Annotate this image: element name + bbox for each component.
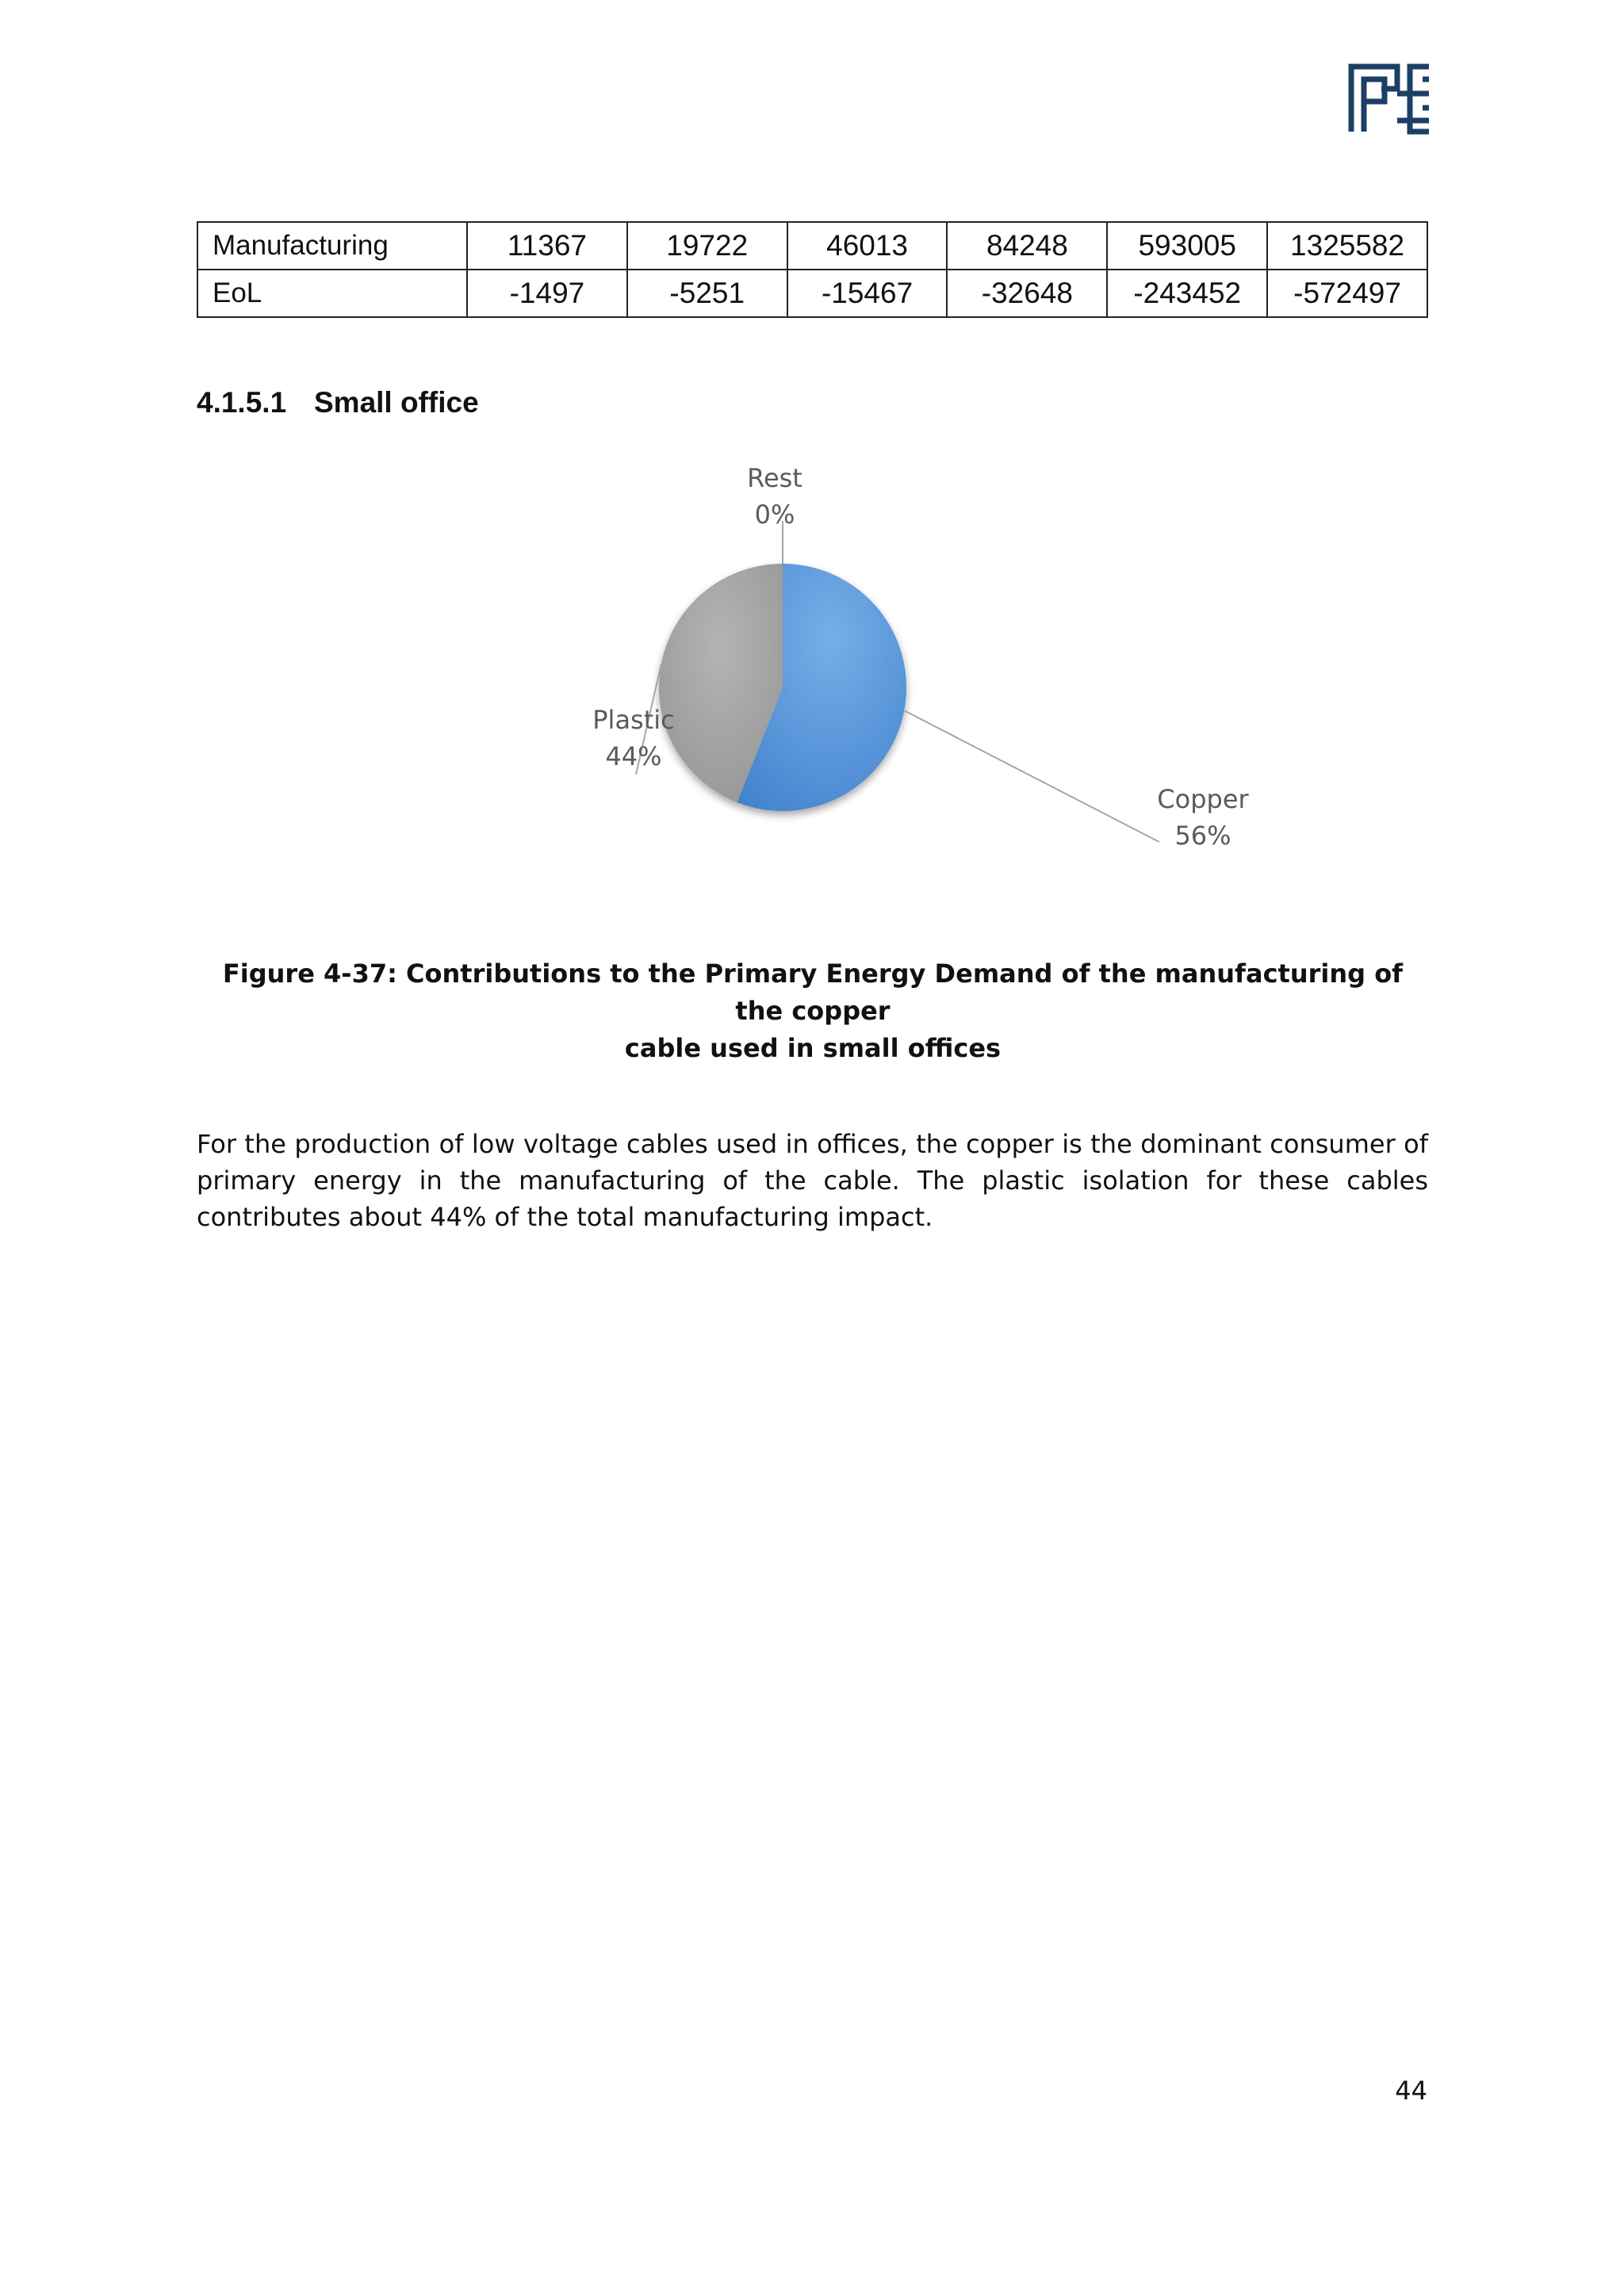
table-cell: 593005 bbox=[1107, 222, 1267, 270]
pie-label-plastic: Plastic bbox=[592, 705, 675, 735]
section-title: Small office bbox=[314, 386, 479, 419]
pie-value-copper: 56% bbox=[1174, 821, 1231, 851]
table-cell: -32648 bbox=[947, 270, 1107, 317]
table-cell: -15467 bbox=[787, 270, 948, 317]
pie-value-rest: 0% bbox=[754, 499, 795, 530]
pie-chart bbox=[444, 444, 1249, 904]
pie-label-rest: Rest bbox=[747, 463, 802, 493]
pe-logo-icon bbox=[1348, 63, 1432, 135]
table-cell: -572497 bbox=[1267, 270, 1427, 317]
row-label: Manufacturing bbox=[197, 222, 467, 270]
pie-label-copper: Copper bbox=[1157, 784, 1249, 814]
table-cell: -243452 bbox=[1107, 270, 1267, 317]
table-cell: -1497 bbox=[467, 270, 627, 317]
table-cell: -5251 bbox=[627, 270, 787, 317]
table-cell: 46013 bbox=[787, 222, 948, 270]
body-paragraph: For the production of low voltage cables used in offices, the copper is the dominant consumer of primary energy in the manufacturing of the cable. The plastic isolation for these cables contributes about 44% of the total manufacturing impact. bbox=[197, 1129, 1428, 1232]
table-row bbox=[197, 222, 1427, 270]
section-heading bbox=[197, 386, 479, 419]
figure-caption-line1: Figure 4-37: Contributions to the Primary Energy Demand of the manufacturing of the copper bbox=[222, 959, 1404, 1026]
section-number: 4.1.5.1 bbox=[197, 386, 287, 419]
table-cell: 1325582 bbox=[1267, 222, 1427, 270]
pie-value-plastic: 44% bbox=[605, 741, 662, 771]
table-cell: 19722 bbox=[627, 222, 787, 270]
table-cell: 84248 bbox=[947, 222, 1107, 270]
figure-caption bbox=[206, 955, 1419, 1067]
results-table bbox=[197, 221, 1428, 318]
page-number: 44 bbox=[1395, 2076, 1427, 2106]
pie-leader-line-copper bbox=[904, 710, 1159, 842]
table-cell: 11367 bbox=[467, 222, 627, 270]
figure-caption-line2: cable used in small offices bbox=[624, 1033, 1002, 1063]
table-row bbox=[197, 270, 1427, 317]
row-label: EoL bbox=[197, 270, 467, 317]
